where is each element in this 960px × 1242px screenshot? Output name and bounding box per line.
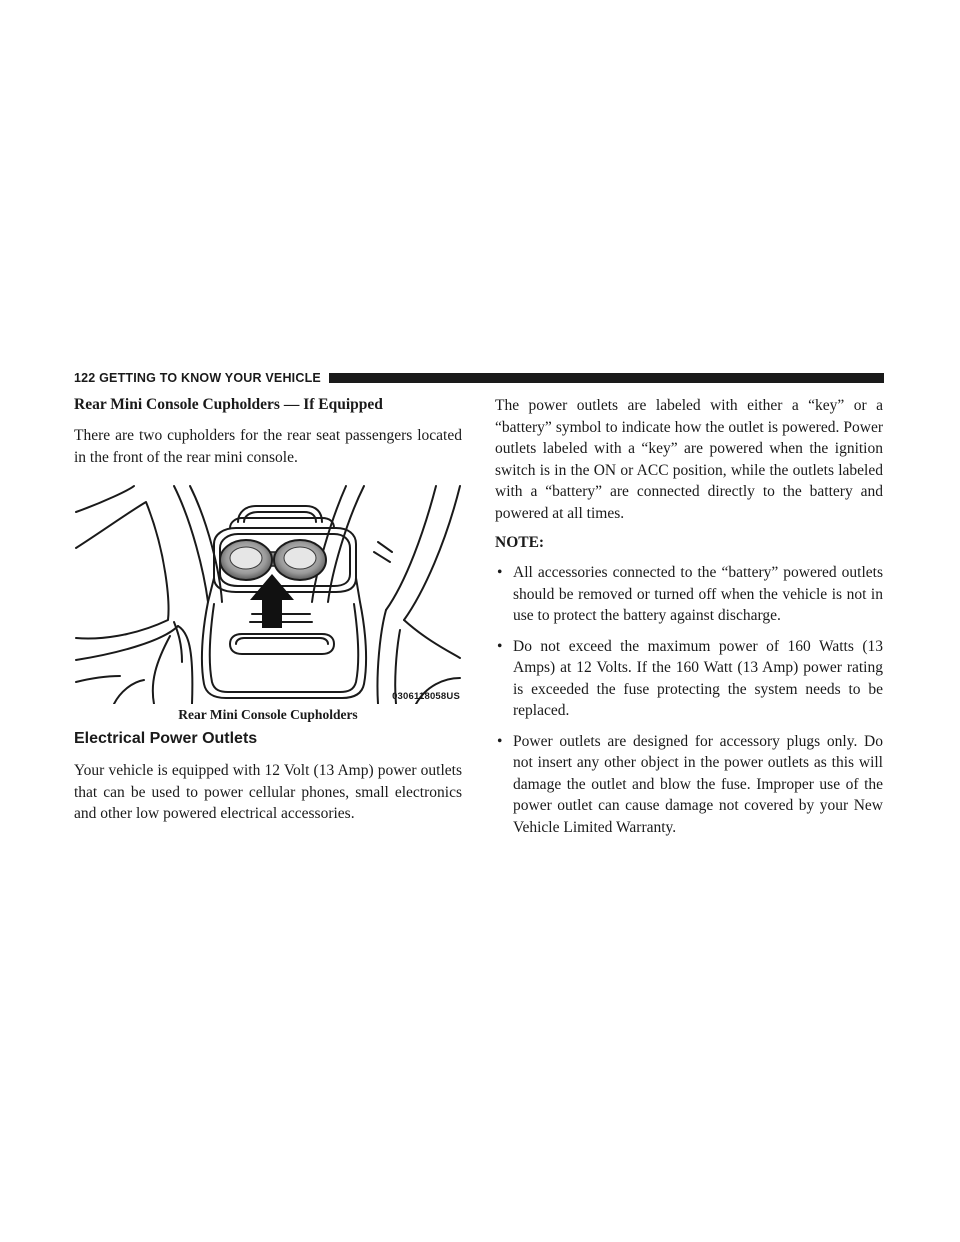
console-drawing (74, 482, 462, 704)
left-column (74, 395, 462, 834)
list-item (495, 731, 883, 839)
notes-list (495, 562, 883, 838)
cupholders-subheading: Rear Mini Console Cupholders — If Equipped (74, 396, 383, 413)
page-number-label: 122 GETTING TO KNOW YOUR VEHICLE (74, 371, 321, 385)
outlet-labels-paragraph: The power outlets are labeled with either a “key” or a “battery” symbol to indicate how the outlet is powered. Power outlets labeled with a “key” are powered when the ignition switch is in the ON or ACC position, while the outlets labeled with a “battery” are connected directly to the battery and powered at all times. (495, 397, 883, 522)
bullet-icon: • (497, 732, 503, 750)
header-rule (329, 373, 884, 383)
cupholders-intro: There are two cupholders for the rear seat passengers located in the front of the rear mini console. (74, 427, 462, 466)
arrow-icon (250, 574, 294, 628)
note-text: All accessories connected to the “battery” powered outlets should be removed or turned off when the vehicle is not in use to protect the battery against discharge. (513, 564, 883, 624)
bullet-icon: • (497, 564, 503, 581)
list-item (495, 562, 883, 627)
note-text: Do not exceed the maximum power of 160 Watts (13 Amps) at 12 Volts. If the 160 Watt (13 Amp) power rating is exceeded the fuse protecting the system needs to be replaced. (513, 637, 883, 719)
power-outlets-intro: Your vehicle is equipped with 12 Volt (13 Amp) power outlets that can be used to power cellular phones, small electronics and other low powered electrical accessories. (74, 762, 462, 822)
power-outlets-heading: Electrical Power Outlets (74, 730, 258, 747)
note-text: Power outlets are designed for accessory plugs only. Do not insert any other object in the power outlets as this will damage the outlet and blow the fuse. Improper use of the power outlet can cause damage not covered by your New Vehicle Limited Warranty. (513, 732, 883, 836)
figure-caption: Rear Mini Console Cupholders (178, 707, 358, 722)
cupholder-illustration (74, 482, 462, 704)
figure-code: 0306118058US (392, 691, 460, 702)
right-column (495, 395, 883, 847)
note-label: NOTE: (495, 534, 545, 551)
bullet-icon: • (497, 637, 503, 655)
list-item (495, 636, 883, 722)
page-header (74, 370, 884, 386)
